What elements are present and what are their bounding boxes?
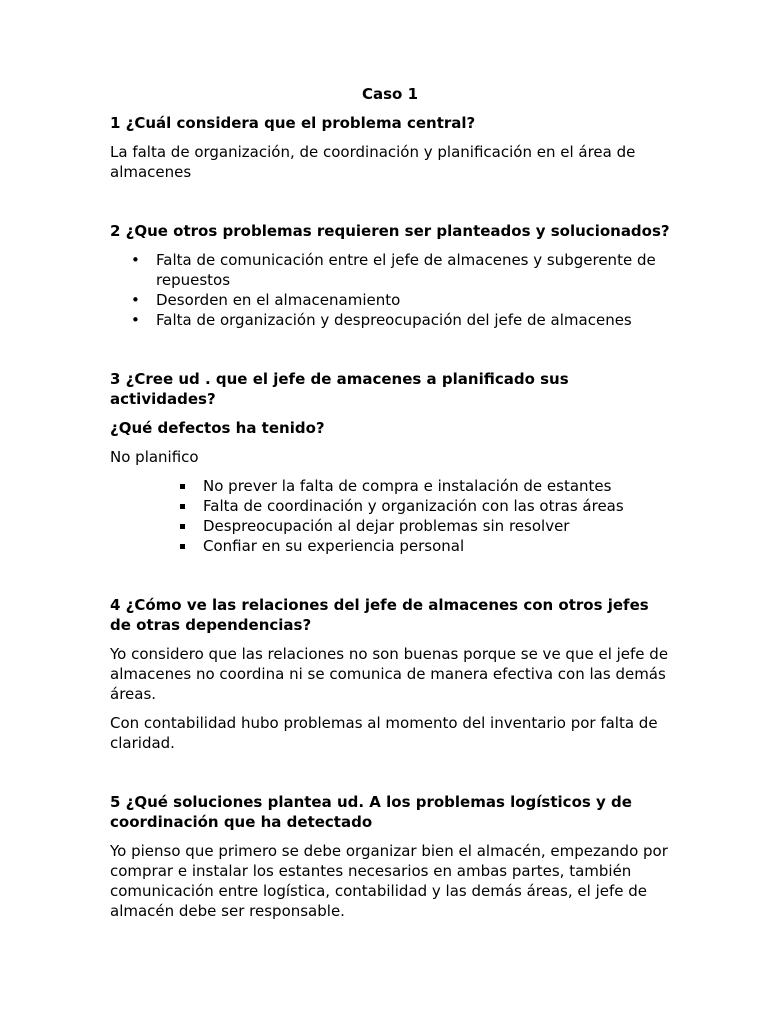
spacer	[110, 330, 670, 369]
answer-4-paragraph-2: Con contabilidad hubo problemas al momento del inventario por falta de claridad.	[110, 714, 658, 752]
square-bullet-icon	[180, 484, 185, 489]
question-3-subquestion: ¿Qué defectos ha tenido?	[110, 419, 325, 437]
answer-1: La falta de organización, de coordinación y planificación en el área de almacenes	[110, 143, 636, 181]
question-2-list	[110, 250, 670, 330]
list-item	[110, 496, 670, 516]
list-item-text: Falta de comunicación entre el jefe de almacenes y subgerente de repuestos	[156, 251, 656, 289]
bullet-icon: •	[131, 291, 140, 309]
document-page	[110, 84, 670, 930]
answer-5: Yo pienso que primero se debe organizar bien el almacén, empezando por comprar e instalar los estantes necesarios en ambas partes, también comunicación entre logística, contabilidad y las demás áreas, el jefe de almacén debe ser responsable.	[110, 842, 668, 920]
list-item-text: Confiar en su experiencia personal	[203, 537, 465, 555]
square-bullet-icon	[180, 504, 185, 509]
list-item-text: Despreocupación al dejar problemas sin resolver	[203, 517, 570, 535]
question-2: 2 ¿Que otros problemas requieren ser planteados y solucionados?	[110, 222, 670, 240]
spacer	[110, 762, 670, 792]
spacer	[110, 556, 670, 595]
list-item-text: No prever la falta de compra e instalación de estantes	[203, 477, 612, 495]
bullet-icon: •	[131, 251, 140, 269]
document-title: Caso 1	[361, 85, 419, 103]
question-3: 3 ¿Cree ud . que el jefe de amacenes a planificado sus actividades?	[110, 370, 569, 408]
spacer	[110, 191, 670, 221]
list-item	[110, 516, 670, 536]
list-item-text: Falta de organización y despreocupación del jefe de almacenes	[156, 311, 632, 329]
list-item	[110, 536, 670, 556]
list-item	[110, 250, 670, 290]
bullet-icon: •	[131, 311, 140, 329]
question-3-list	[110, 476, 670, 556]
square-bullet-icon	[180, 544, 185, 549]
question-5: 5 ¿Qué soluciones plantea ud. A los problemas logísticos y de coordinación que ha detectado	[110, 793, 632, 831]
answer-4-paragraph-1: Yo considero que las relaciones no son buenas porque se ve que el jefe de almacenes no coordina ni se comunica de manera efectiva con las demás áreas.	[110, 645, 669, 703]
list-item	[110, 310, 670, 330]
list-item	[110, 290, 670, 310]
square-bullet-icon	[180, 524, 185, 529]
answer-3: No planifico	[110, 448, 199, 466]
list-item-text: Desorden en el almacenamiento	[156, 291, 401, 309]
list-item-text: Falta de coordinación y organización con las otras áreas	[203, 497, 624, 515]
question-1: 1 ¿Cuál considera que el problema central?	[110, 114, 476, 132]
list-item	[110, 476, 670, 496]
question-4: 4 ¿Cómo ve las relaciones del jefe de almacenes con otros jefes de otras dependencias?	[110, 596, 649, 634]
